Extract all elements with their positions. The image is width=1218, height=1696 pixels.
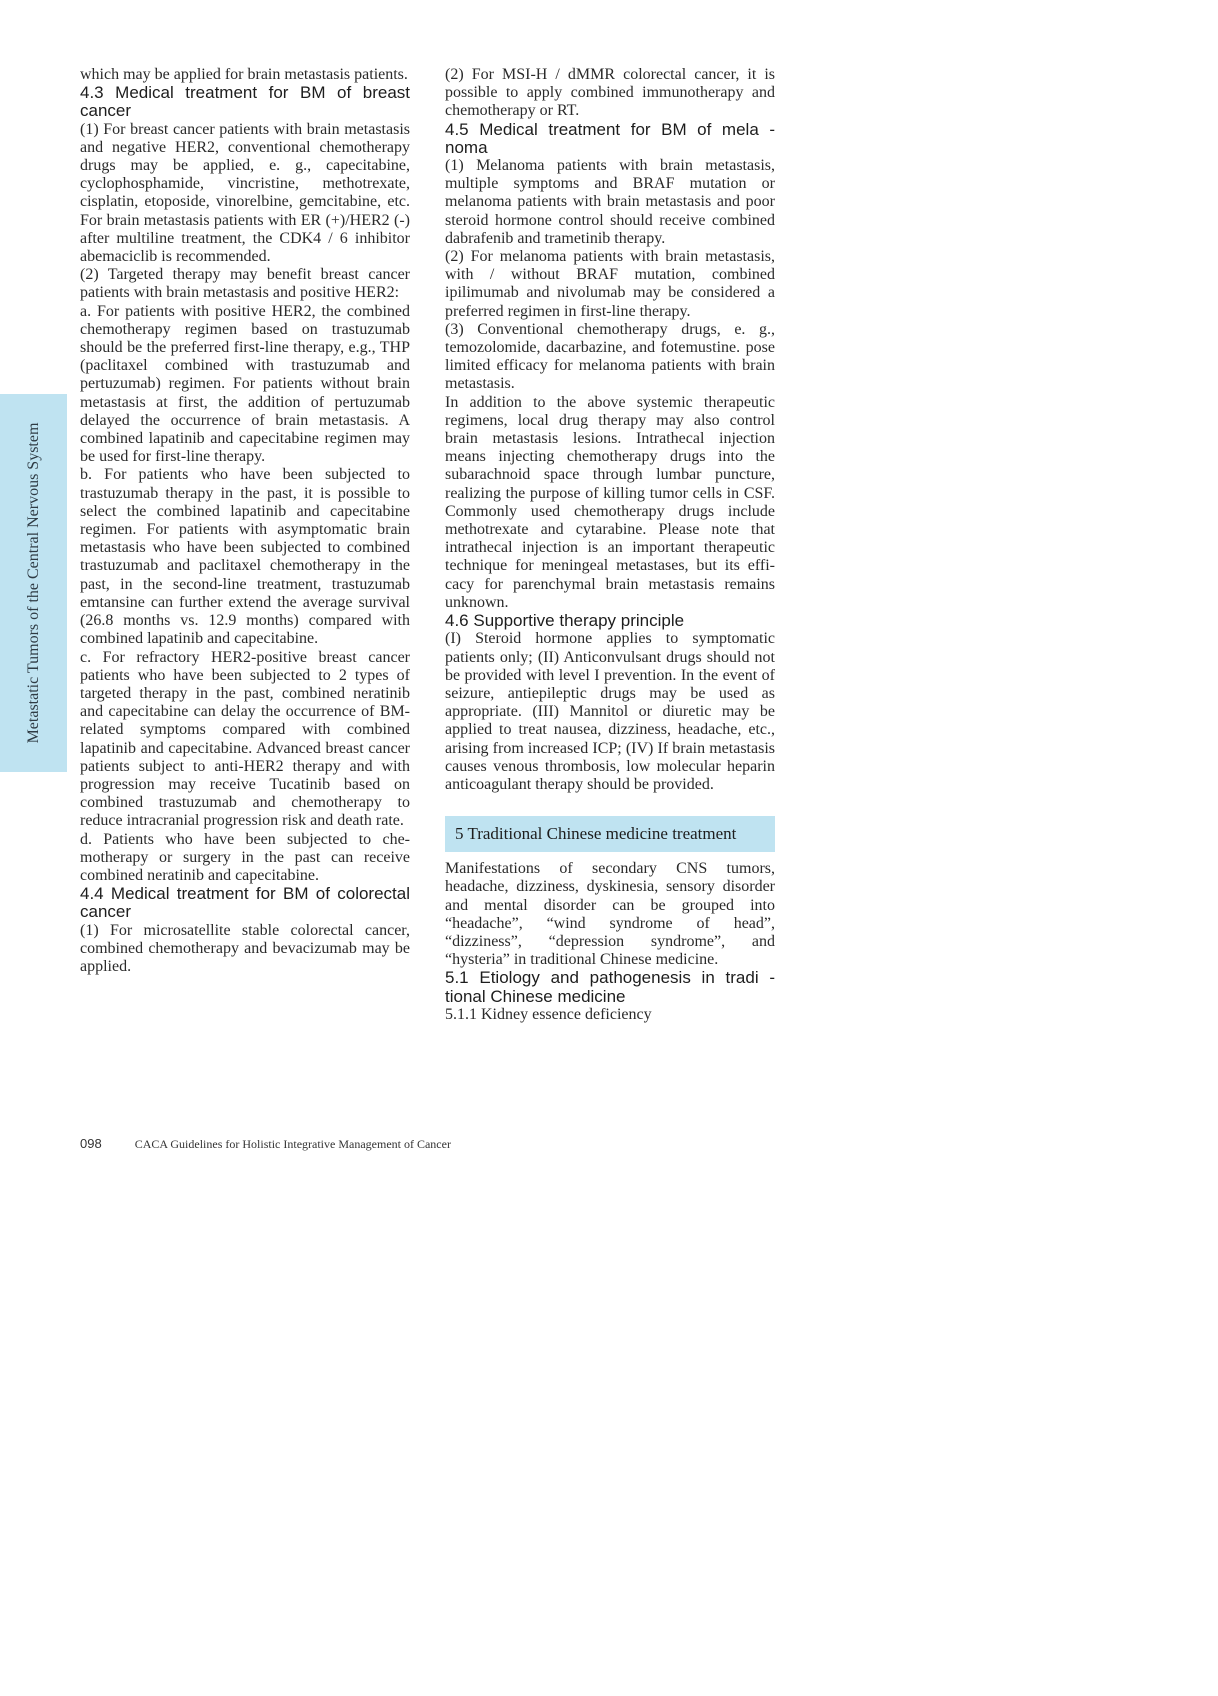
paragraph: (1) Melanoma patients with brain metastasis, multiple symptoms and BRAF mutation or melanoma patients with brain metastasis and poor steroid hormone control should receive combined dabrafenib and trametinib therapy. (445, 157, 775, 247)
section-heading-4-3: 4.3 Medical treatment for BM of breast cancer (80, 83, 410, 121)
paragraph: (1) For microsatellite stable colorectal cancer, combined chemotherapy and bevacizumab may be applied. (80, 921, 410, 975)
paragraph: In addition to the above systemic therapeutic regimens, local drug therapy may also control brain metastasis lesions. Intrathecal injection means injecting chemotherapy drugs into the subarachnoid space through lumbar puncture, realizing the purpose of killing tumor cells in CSF. Commonly used chemotherapy drugs include methotrexate and cytarabine. Please note that intrathecal injection is an important therapeutic technique for meningeal metastases, but its efficacy for parenchymal brain metastasis remains unknown. (445, 393, 775, 611)
side-tab (0, 394, 67, 772)
section-heading-4-5: 4.5 Medical treatment for BM of mela - noma (445, 119, 775, 157)
paragraph: (I) Steroid hormone applies to symptomatic patients only; (II) Anticonvulsant drugs should not be provided with level I prevention. In the event of seizure, antiepileptic drugs may be used as appropriate. (III) Mannitol or diuretic may be applied to treat nausea, dizziness, headache, etc., arising from increased ICP; (IV) If brain metastasis causes venous thrombosis, low molecular heparin anticoagulant therapy should be provided. (445, 630, 775, 793)
paragraph: b. For patients who have been subjected to trastuzumab therapy in the past, it is possible to select the combined lapatinib and capecitabine regimen. For patients with asymptomatic brain metastasis who have been subjected to combined trastuzumab and paclitaxel chemotherapy in the past, in the second-line treatment, trastuzumab emtansine can further extend the average survival (26.8 months vs. 12.9 months) compared with combined lapatinib and capecitabine. (80, 466, 410, 648)
section-heading-4-6: 4.6 Supportive therapy principle (445, 611, 685, 631)
paragraph: d. Patients who have been subjected to chemotherapy or surgery in the past can receive combined neratinib and capecitabine. (80, 830, 410, 884)
left-column (80, 66, 410, 976)
paragraph: (2) Targeted therapy may benefit breast cancer patients with brain metastasis and positive HER2: (80, 266, 410, 302)
page-footer (80, 1136, 451, 1152)
page-number: 098 (80, 1136, 102, 1151)
paragraph: a. For patients with positive HER2, the combined chemotherapy regimen based on trastuzumab should be the preferred first-line therapy, e.g., THP (paclitaxel combined with trastuzumab and pertuzumab) regimen. For patients without brain metastasis at first, the addition of pertuzumab delayed the occurrence of brain metastasis. A combined lapatinib and capecitabine regimen may be used for first-line therapy. (80, 302, 410, 466)
section-heading-4-4: 4.4 Medical treatment for BM of colorectal cancer (80, 884, 410, 922)
paragraph: which may be applied for brain metastasis patients. (80, 66, 408, 83)
paragraph: Manifestations of secondary CNS tumors, headache, dizziness, dyskinesia, sensory disorder and mental disorder can be grouped into “headache”, “wind syndrome of head”, “dizziness”, “depression syndrome”, and “hysteria” in traditional Chinese medicine. (445, 860, 775, 969)
paragraph: (2) For MSI-H / dMMR colorectal cancer, it is possible to apply combined immunotherapy and chemotherapy or RT. (445, 66, 775, 120)
subsection-heading-5-1-1: 5.1.1 Kidney essence deficiency (445, 1005, 652, 1023)
paragraph: (2) For melanoma patients with brain metastasis, with / without BRAF mutation, combined ipilimumab and nivolumab may be considered a preferred regimen in first-line therapy. (445, 248, 775, 320)
paragraph: (3) Conventional chemotherapy drugs, e. g., temozolomide, dacarbazine, and fotemustine. pose limited efficacy for melanoma patients with brain metastasis. (445, 320, 775, 393)
section-banner-5: 5 Traditional Chinese medicine treatment (445, 816, 775, 852)
side-tab-label: Metastatic Tumors of the Central Nervous System (24, 422, 42, 744)
right-column (445, 66, 775, 1024)
section-heading-5-1: 5.1 Etiology and pathogenesis in tradi - tional Chinese medicine (445, 968, 775, 1006)
paragraph: (1) For breast cancer patients with brain metastasis and negative HER2, conventional chemotherapy drugs may be applied, e. g., capecitabine, cyclophosphamide, vincristine, methotrexate, cisplatin, etoposide, vinorelbine, gemcitabine, etc. For brain metastasis patients with ER (+)/HER2 (-) after multiline treatment, the CDK4 / 6 inhibitor abemaciclib is recommended. (80, 120, 410, 266)
running-title: CACA Guidelines for Holistic Integrative Management of Cancer (134, 1137, 451, 1151)
paragraph: c. For refractory HER2-positive breast cancer patients who have been subjected to 2 types of targeted therapy in the past, combined neratinib and capecitabine can delay the occurrence of BM-related symptoms compared with combined lapatinib and capecitabine. Advanced breast cancer patients subject to anti-HER2 therapy and with progression may receive Tucatinib based on combined trastuzumab and chemotherapy to reduce intracranial progression risk and death rate. (80, 648, 410, 830)
